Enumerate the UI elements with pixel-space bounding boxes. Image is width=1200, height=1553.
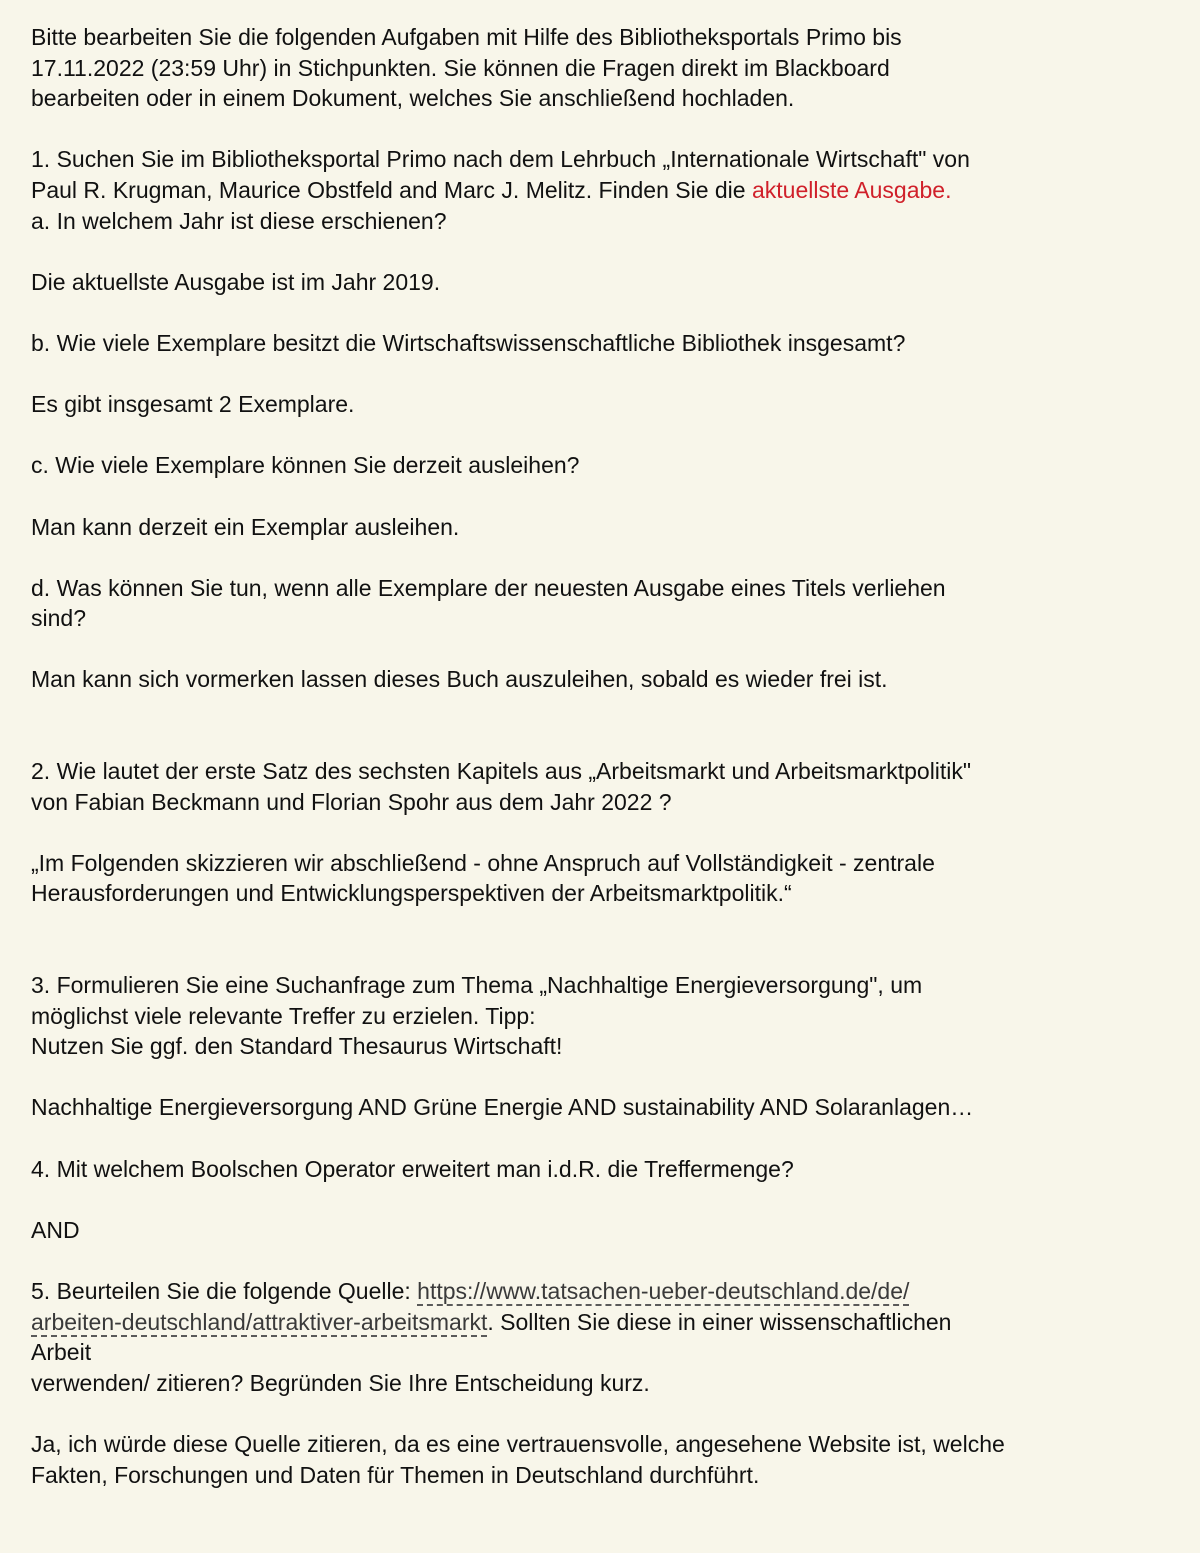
question-2 xyxy=(31,756,1140,817)
intro-line: Bitte bearbeiten Sie die folgenden Aufgaben mit Hilfe des Bibliotheksportals Primo bis xyxy=(31,24,902,50)
question-1c: c. Wie viele Exemplare können Sie derzeit ausleihen? xyxy=(31,452,580,479)
answer-3: Nachhaltige Energieversorgung AND Grüne Energie AND sustainability AND Solaranlagen… xyxy=(31,1094,974,1121)
question-5-line xyxy=(31,1276,1140,1307)
answer-4: AND xyxy=(31,1216,80,1243)
intro-line: bearbeiten oder in einem Dokument, welches Sie anschließend hochladen. xyxy=(31,85,795,112)
question-1d-line: sind? xyxy=(31,605,86,632)
intro-line: 17.11.2022 (23:59 Uhr) in Stichpunkten. Sie können die Fragen direkt im Blackboard xyxy=(31,54,890,81)
source-link[interactable]: arbeiten-deutschland/attraktiver-arbeitsmarkt xyxy=(31,1308,488,1335)
question-1-line xyxy=(31,175,1140,206)
source-link[interactable]: https://www.tatsachen-ueber-deutschland.de/de/ xyxy=(417,1277,910,1304)
answer-5-line: Fakten, Forschungen und Daten für Themen in Deutschland durchführt. xyxy=(31,1461,760,1488)
question-1-text: Paul R. Krugman, Maurice Obstfeld and Marc J. Melitz. Finden Sie die xyxy=(31,176,752,203)
question-3-line: möglichst viele relevante Treffer zu erzielen. Tipp: xyxy=(31,1002,536,1029)
answer-2-line: „Im Folgenden skizzieren wir abschließend - ohne Anspruch auf Vollständigkeit - zentrale xyxy=(31,849,935,876)
question-5 xyxy=(31,1276,1140,1398)
question-3-line: 3. Formulieren Sie eine Suchanfrage zum Thema „Nachhaltige Energieversorgung", um xyxy=(31,972,923,999)
question-1-line: 1. Suchen Sie im Bibliotheksportal Primo nach dem Lehrbuch „Internationale Wirtschaft" von xyxy=(31,146,970,173)
answer-5-line: Ja, ich würde diese Quelle zitieren, da es eine vertrauensvolle, angesehene Website ist, welche xyxy=(31,1430,1005,1457)
question-2-line: 2. Wie lautet der erste Satz des sechsten Kapitels aus „Arbeitsmarkt und Arbeitsmarktpolitik" xyxy=(31,758,972,785)
question-5-line: verwenden/ zitieren? Begründen Sie Ihre Entscheidung kurz. xyxy=(31,1369,650,1396)
question-5-line: Arbeit xyxy=(31,1339,92,1366)
intro-paragraph xyxy=(31,22,1140,114)
highlighted-text: aktuellste Ausgabe. xyxy=(751,176,952,203)
answer-1c: Man kann derzeit ein Exemplar ausleihen. xyxy=(31,513,460,540)
question-5-text: 5. Beurteilen Sie die folgende Quelle: xyxy=(31,1277,418,1304)
question-1d-line: d. Was können Sie tun, wenn alle Exemplare der neuesten Ausgabe eines Titels verliehen xyxy=(31,574,946,601)
question-1a: a. In welchem Jahr ist diese erschienen? xyxy=(31,207,447,234)
question-2-line: von Fabian Beckmann und Florian Spohr aus dem Jahr 2022 ? xyxy=(31,788,672,815)
question-4: 4. Mit welchem Boolschen Operator erweitert man i.d.R. die Treffermenge? xyxy=(31,1155,794,1182)
answer-2-line: Herausforderungen und Entwicklungsperspektiven der Arbeitsmarktpolitik.“ xyxy=(31,880,792,907)
question-5-line xyxy=(31,1307,1140,1338)
question-1d xyxy=(31,573,1140,634)
question-1b: b. Wie viele Exemplare besitzt die Wirtschaftswissenschaftliche Bibliothek insgesamt? xyxy=(31,329,906,356)
answer-1d: Man kann sich vormerken lassen dieses Buch auszuleihen, sobald es wieder frei ist. xyxy=(31,666,888,693)
question-1 xyxy=(31,144,1140,236)
answer-1b: Es gibt insgesamt 2 Exemplare. xyxy=(31,391,355,418)
question-5-text: . Sollten Sie diese in einer wissenschaftlichen xyxy=(487,1308,952,1335)
answer-2 xyxy=(31,848,1140,909)
answer-5 xyxy=(31,1429,1140,1490)
question-3 xyxy=(31,970,1140,1062)
answer-1a: Die aktuellste Ausgabe ist im Jahr 2019. xyxy=(31,268,441,295)
question-3-line: Nutzen Sie ggf. den Standard Thesaurus Wirtschaft! xyxy=(31,1033,563,1060)
